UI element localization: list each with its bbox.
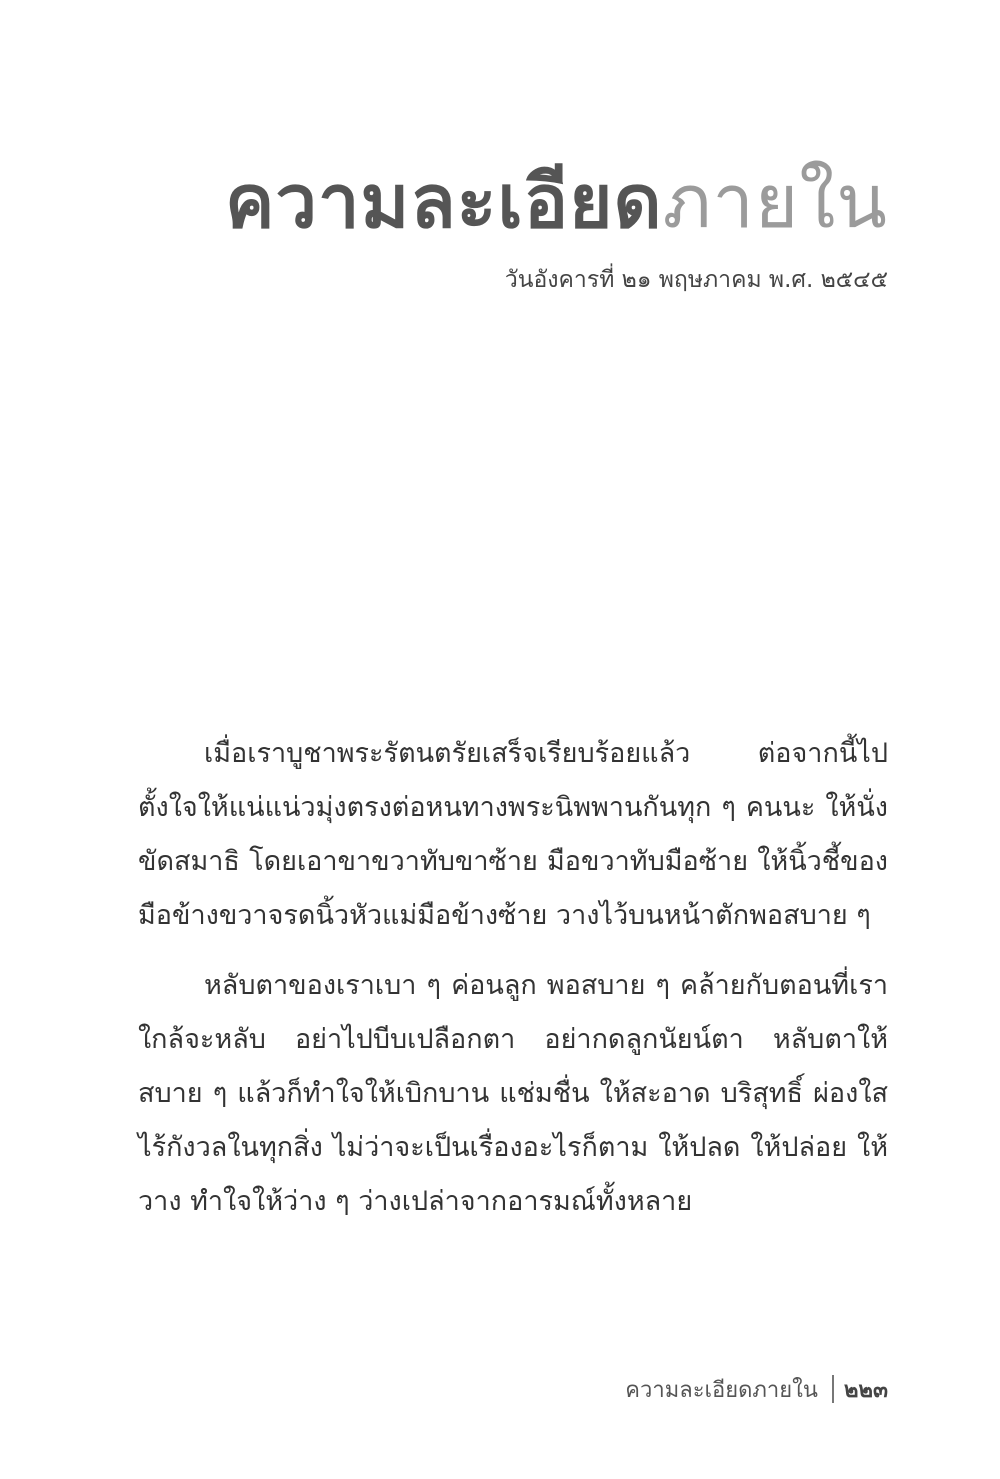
paragraph: หลับตาของเราเบา ๆ ค่อนลูก พอสบาย ๆ คล้ายกับตอนที่เราใกล้จะหลับ อย่าไปบีบเปลือกตา อย่ากดลูกนัยน์ตา หลับตาให้สบาย ๆ แล้วก็ทำใจให้เบิกบาน แช่มชื่น ให้สะอาด บริสุทธิ์ ผ่องใส ไร้กังวลในทุกสิ่ง ไม่ว่าจะเป็นเรื่องอะไรก็ตาม ให้ปลด ให้ปล่อย ให้วาง ทำใจให้ว่าง ๆ ว่างเปล่าจากอารมณ์ทั้งหลาย — [138, 970, 888, 1217]
running-title: ความละเอียดภายใน — [625, 1377, 818, 1403]
page-footer — [625, 1372, 888, 1406]
page-number: ๒๒๓ — [843, 1377, 888, 1403]
footer-divider — [832, 1375, 834, 1403]
chapter-date: วันอังคารที่ ๒๑ พฤษภาคม พ.ศ. ๒๕๔๕ — [504, 267, 888, 293]
chapter-title-light: ภายใน — [662, 159, 888, 245]
chapter-title — [225, 158, 888, 247]
paragraph: เมื่อเราบูชาพระรัตนตรัยเสร็จเรียบร้อยแล้ว ต่อจากนี้ไป ตั้งใจให้แน่แน่วมุ่งตรงต่อหนทางพระนิพพานกันทุก ๆ คนนะ ให้นั่งขัดสมาธิ โดยเอาขาขวาทับขาซ้าย มือขวาทับมือซ้าย ให้นิ้วชี้ของมือข้างขวาจรดนิ้วหัวแม่มือข้างซ้าย วางไว้บนหน้าตักพอสบาย ๆ — [138, 738, 888, 931]
body-text — [138, 727, 888, 1245]
chapter-title-dark: ความละเอียด — [224, 159, 663, 245]
